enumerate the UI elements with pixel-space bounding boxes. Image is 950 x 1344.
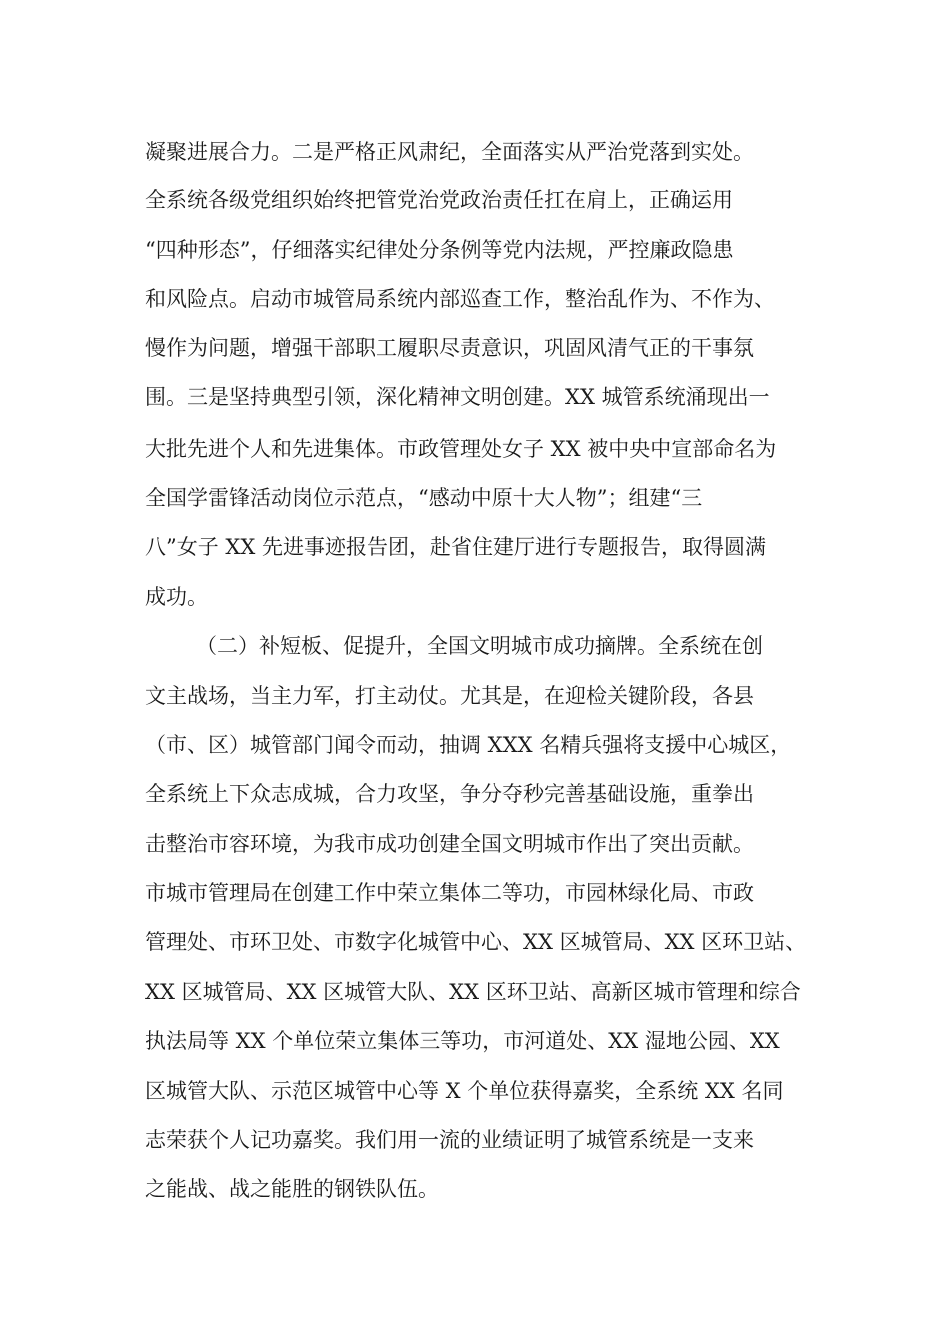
text-line: XX 区城管局、XX 区城管大队、XX 区环卫站、高新区城市管理和综合 — [145, 980, 801, 1004]
text-line: 八”女子 XX 先进事迹报告团，赴省住建厅进行专题报告，取得圆满 — [145, 535, 766, 559]
text-line: （市、区）城管部门闻令而动，抽调 XXX 名精兵强将支援中心城区， — [145, 733, 792, 757]
text-line: 管理处、市环卫处、市数字化城管中心、XX 区城管局、XX 区环卫站、 — [145, 930, 807, 954]
text-line: 击整治市容环境，为我市成功创建全国文明城市作出了突出贡献。 — [145, 832, 754, 856]
text-line: 志荣获个人记功嘉奖。我们用一流的业绩证明了城管系统是一支来 — [145, 1128, 754, 1152]
text-line: 凝聚进展合力。二是严格正风肃纪，全面落实从严治党落到实处。 — [145, 140, 754, 164]
text-line: 和风险点。启动市城管局系统内部巡查工作，整治乱作为、不作为、 — [145, 287, 775, 311]
text-line: 慢作为问题，增强干部职工履职尽责意识，巩固风清气正的干事氛 — [145, 336, 754, 360]
text-line: 市城市管理局在创建工作中荣立集体二等功，市园林绿化局、市政 — [145, 881, 754, 905]
text-line: 执法局等 XX 个单位荣立集体三等功，市河道处、XX 湿地公园、XX — [145, 1029, 780, 1053]
text-line: 文主战场，当主力军，打主动仗。尤其是，在迎检关键阶段，各县 — [145, 684, 754, 708]
text-line: 成功。 — [145, 585, 208, 609]
text-line: 全系统上下众志成城，合力攻坚，争分夺秒完善基础设施，重拳出 — [145, 782, 754, 806]
text-line: “四种形态”，仔细落实纪律处分条例等党内法规，严控廉政隐患 — [145, 238, 734, 262]
text-line: 之能战、战之能胜的钢铁队伍。 — [145, 1177, 439, 1201]
text-line: 大批先进个人和先进集体。市政管理处女子 XX 被中央中宣部命名为 — [145, 437, 777, 461]
text-line: 区城管大队、示范区城管中心等 X 个单位获得嘉奖，全系统 XX 名同 — [145, 1079, 784, 1103]
text-line: 围。三是坚持典型引领，深化精神文明创建。XX 城管系统涌现出一 — [145, 385, 770, 409]
text-line: 全国学雷锋活动岗位示范点，“感动中原十大人物”；组建“三 — [145, 486, 703, 510]
text-line: 全系统各级党组织始终把管党治党政治责任扛在肩上，正确运用 — [145, 188, 733, 212]
paragraph-heading-line: （二）补短板、促提升，全国文明城市成功摘牌。全系统在创 — [196, 634, 763, 658]
